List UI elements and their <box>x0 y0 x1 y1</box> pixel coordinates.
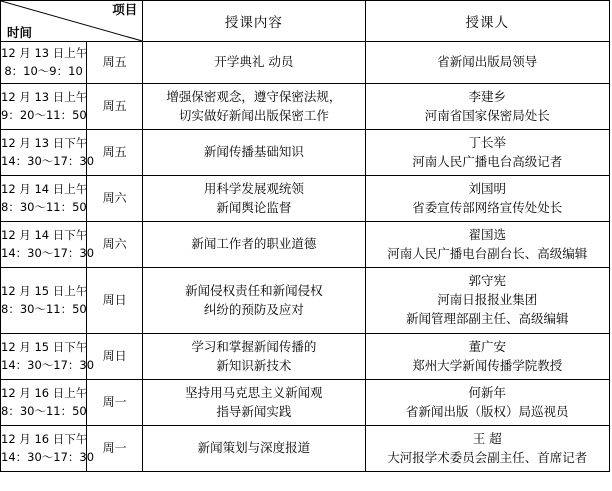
topic-line: 新闻舆论监督 <box>216 199 292 215</box>
person-line: 何新年 <box>468 384 507 400</box>
time-range: 8：10～9：10 <box>4 63 83 78</box>
person-line: 省新闻出版（版权）局巡视员 <box>406 403 569 419</box>
table-row <box>1 334 610 380</box>
time-date: 12 月 15 日上午 <box>1 284 88 299</box>
cell-topic <box>143 176 365 222</box>
topic-line: 开学典礼 动员 <box>214 54 294 70</box>
time-range: 8：30～11：50 <box>1 199 87 214</box>
table-row <box>1 176 610 222</box>
time-date: 12 月 14 日下午 <box>1 228 88 243</box>
topic-line: 切实做好新闻出版保密工作 <box>178 107 329 123</box>
time-date: 12 月 13 日上午 <box>1 46 88 61</box>
time-range: 14：30～17：30 <box>1 357 95 372</box>
table-row <box>1 222 610 268</box>
topic-line: 新闻传播基础知识 <box>203 144 304 160</box>
time-range: 14：30～17：30 <box>1 245 95 260</box>
cell-topic <box>143 42 365 84</box>
topic-line: 用科学发展观统领 <box>203 180 304 196</box>
header-label-item: 项目 <box>112 2 138 17</box>
cell-topic <box>143 334 365 380</box>
person-line: 丁长举 <box>468 134 507 150</box>
cell-person <box>365 268 609 334</box>
time-date: 12 月 16 日下午 <box>1 432 88 447</box>
person-line: 郭守宪 <box>468 273 507 289</box>
person-line: 河南省国家保密局处长 <box>424 107 550 123</box>
time-range: 8：30～11：50 <box>1 301 87 316</box>
time-range: 8：30～11：50 <box>1 403 87 418</box>
cell-weekday: 周五 <box>87 130 143 176</box>
time-date: 12 月 14 日上午 <box>1 182 88 197</box>
cell-time <box>1 130 95 176</box>
topic-line: 新闻侵权责任和新闻侵权 <box>185 282 323 298</box>
topic-line: 学习和掌握新闻传播的 <box>191 338 317 354</box>
person-line: 省新闻出版局领导 <box>437 54 538 70</box>
cell-person <box>365 222 609 268</box>
cell-weekday: 周六 <box>87 176 143 222</box>
table-row <box>1 380 610 426</box>
person-line: 董广安 <box>468 338 507 354</box>
cell-topic <box>143 130 365 176</box>
header-label-time: 时间 <box>7 25 33 40</box>
cell-weekday: 周一 <box>87 426 143 472</box>
table-row <box>1 268 610 334</box>
cell-topic <box>143 380 365 426</box>
topic-line: 新闻策划与深度报道 <box>197 440 311 456</box>
cell-person <box>365 176 609 222</box>
cell-topic <box>143 268 365 334</box>
cell-time <box>1 380 87 426</box>
person-line: 大河报学术委员会副主任、首席记者 <box>387 449 588 465</box>
cell-weekday: 周一 <box>87 380 143 426</box>
cell-person <box>365 380 609 426</box>
cell-time <box>1 176 87 222</box>
table-row <box>1 42 610 84</box>
topic-line: 指导新闻实践 <box>216 403 292 419</box>
topic-line: 新闻工作者的职业道德 <box>191 236 317 252</box>
time-date: 12 月 13 日上午 <box>1 90 88 105</box>
time-range: 14：30～17：30 <box>1 449 95 464</box>
cell-person <box>365 334 609 380</box>
header-person: 授课人 <box>365 1 609 42</box>
time-date: 12 月 16 日上午 <box>1 386 88 401</box>
person-line: 郑州大学新闻传播学院教授 <box>412 357 563 373</box>
person-line: 河南日报报业集团 <box>437 292 538 308</box>
cell-weekday: 周五 <box>87 42 143 84</box>
cell-person <box>365 130 609 176</box>
time-range: 14：30～17：30 <box>1 153 95 168</box>
cell-person <box>365 426 609 472</box>
table-row <box>1 130 610 176</box>
cell-time <box>1 84 87 130</box>
person-line: 新闻管理部副主任、高级编辑 <box>406 310 569 326</box>
cell-topic <box>143 222 365 268</box>
cell-time <box>1 426 95 472</box>
cell-person <box>365 42 609 84</box>
time-date: 12 月 15 日下午 <box>1 340 88 355</box>
table-header-row <box>1 1 610 42</box>
person-line: 翟国选 <box>468 226 507 242</box>
person-line: 刘国明 <box>468 180 507 196</box>
cell-weekday: 周日 <box>87 268 143 334</box>
topic-line: 增强保密观念，遵守保密法规， <box>166 88 342 104</box>
person-line: 王 超 <box>472 430 502 446</box>
table-row <box>1 84 610 130</box>
cell-time <box>1 222 95 268</box>
cell-time <box>1 268 87 334</box>
topic-line: 新知识新技术 <box>216 357 292 373</box>
cell-time <box>1 42 87 84</box>
person-line: 河南人民广播电台高级记者 <box>412 153 563 169</box>
header-corner-cell <box>1 1 143 42</box>
topic-line: 坚持用马克思主义新闻观 <box>185 384 323 400</box>
cell-time <box>1 334 95 380</box>
cell-topic <box>143 84 365 130</box>
cell-weekday: 周日 <box>87 334 143 380</box>
cell-person <box>365 84 609 130</box>
topic-line: 纠纷的预防及应对 <box>203 301 304 317</box>
person-line: 省委宣传部网络宣传处处长 <box>412 199 563 215</box>
cell-topic <box>143 426 365 472</box>
time-range: 9：20～11：50 <box>1 107 87 122</box>
person-line: 河南人民广播电台副台长、高级编辑 <box>387 245 588 261</box>
table-row <box>1 426 610 472</box>
person-line: 李建乡 <box>468 88 507 104</box>
time-date: 12 月 13 日下午 <box>1 136 88 151</box>
cell-weekday: 周五 <box>87 84 143 130</box>
header-topic: 授课内容 <box>143 1 365 42</box>
cell-weekday: 周六 <box>87 222 143 268</box>
